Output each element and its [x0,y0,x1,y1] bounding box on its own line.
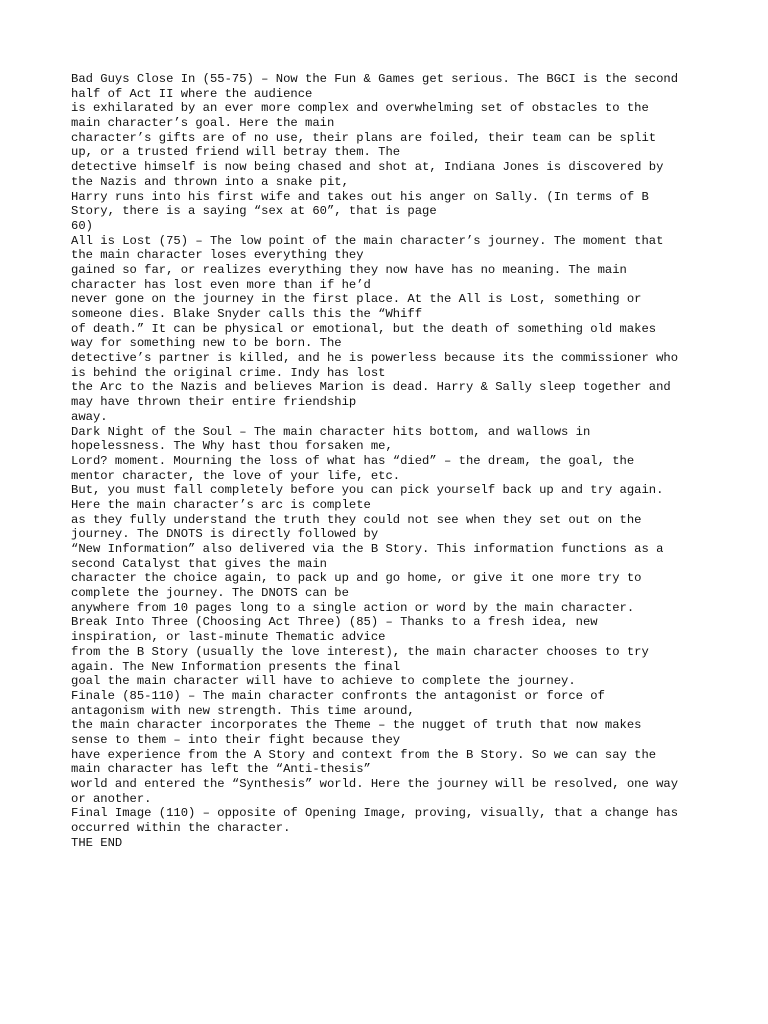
text-line: gained so far, or realizes everything they now have has no meaning. The main [71,262,627,277]
text-line: character’s gifts are of no use, their plans are foiled, their team can be split [71,130,657,145]
text-line: All is Lost (75) – The low point of the main character’s journey. The moment that [71,233,664,248]
text-line: hopelessness. The Why hast thou forsaken me, [71,439,393,454]
text-line: someone dies. Blake Snyder calls this the “Whiff [71,307,423,321]
text-line: main character’s goal. Here the main [71,116,335,131]
text-line: may have thrown their entire friendship [71,395,357,410]
text-line: again. The New Information presents the final [71,659,401,674]
text-line: half of Act II where the audience [71,86,313,101]
text-line: Finale (85-110) – The main character confronts the antagonist or force of [71,688,605,703]
text-line: way for something new to be born. The [71,336,342,351]
text-line: world and entered the “Synthesis” world. Here the journey will be resolved, one way [71,777,679,791]
text-line: Dark Night of the Soul – The main character hits bottom, and wallows in [71,424,591,439]
text-line: detective’s partner is killed, and he is powerless because its the commissioner who [71,351,679,366]
text-line: complete the journey. The DNOTS can be [71,586,349,601]
text-line: Final Image (110) – opposite of Opening Image, proving, visually, that a change has [71,806,679,821]
text-line: have experience from the A Story and context from the B Story. So we can say the [71,747,657,762]
text-line: But, you must fall completely before you can pick yourself back up and try again. [71,483,664,498]
text-line: from the B Story (usually the love interest), the main character chooses to try [71,644,649,659]
text-line: mentor character, the love of your life, etc. [71,468,401,483]
text-line: Lord? moment. Mourning the loss of what has “died” – the dream, the goal, the [71,453,635,468]
text-line: never gone on the journey in the first place. At the All is Lost, something or [71,292,642,307]
text-line: main character has left the “Anti-thesis” [71,762,371,777]
text-line: detective himself is now being chased and shot at, Indiana Jones is discovered by [71,160,664,175]
text-line: Here the main character’s arc is complete [71,497,371,512]
text-line: of death.” It can be physical or emotional, but the death of something old makes [71,321,657,336]
text-line: Break Into Three (Choosing Act Three) (85) – Thanks to a fresh idea, new [71,615,598,630]
text-line: occurred within the character. [71,821,291,836]
text-line: away. [71,409,108,424]
text-line: character has lost even more than if he’d [71,277,371,292]
text-line: Story, there is a saying “sex at 60”, that is page [71,204,437,219]
text-line: is exhilarated by an ever more complex and overwhelming set of obstacles to the [71,101,649,116]
text-line: as they fully understand the truth they could not see when they set out on the [71,512,642,527]
text-line: “New Information” also delivered via the B Story. This information functions as a [71,542,664,556]
text-line: THE END [71,835,123,850]
text-line: goal the main character will have to achieve to complete the journey. [71,674,576,689]
text-line: Bad Guys Close In (55-75) – Now the Fun & Games get serious. The BGCI is the second [71,72,679,86]
text-line: character the choice again, to pack up and go home, or give it one more try to [71,571,642,586]
text-line: up, or a trusted friend will betray them. The [71,145,401,160]
document-page [71,72,711,850]
text-line: 60) [71,218,93,233]
text-line: the main character loses everything they [71,248,364,263]
text-line: Harry runs into his first wife and takes out his anger on Sally. (In terms of B [71,189,649,204]
text-line: sense to them – into their fight because they [71,732,401,747]
text-line: the main character incorporates the Theme – the nugget of truth that now makes [71,718,642,733]
text-line: is behind the original crime. Indy has lost [71,365,386,380]
text-line: journey. The DNOTS is directly followed by [71,527,379,542]
text-line: inspiration, or last-minute Thematic advice [71,630,386,645]
text-line: the Arc to the Nazis and believes Marion is dead. Harry & Sally sleep together and [71,380,671,395]
text-line: antagonism with new strength. This time around, [71,703,415,718]
text-line: or another. [71,791,152,806]
text-line: second Catalyst that gives the main [71,556,327,571]
text-line: anywhere from 10 pages long to a single action or word by the main character. [71,600,635,615]
text-line: the Nazis and thrown into a snake pit, [71,174,349,189]
